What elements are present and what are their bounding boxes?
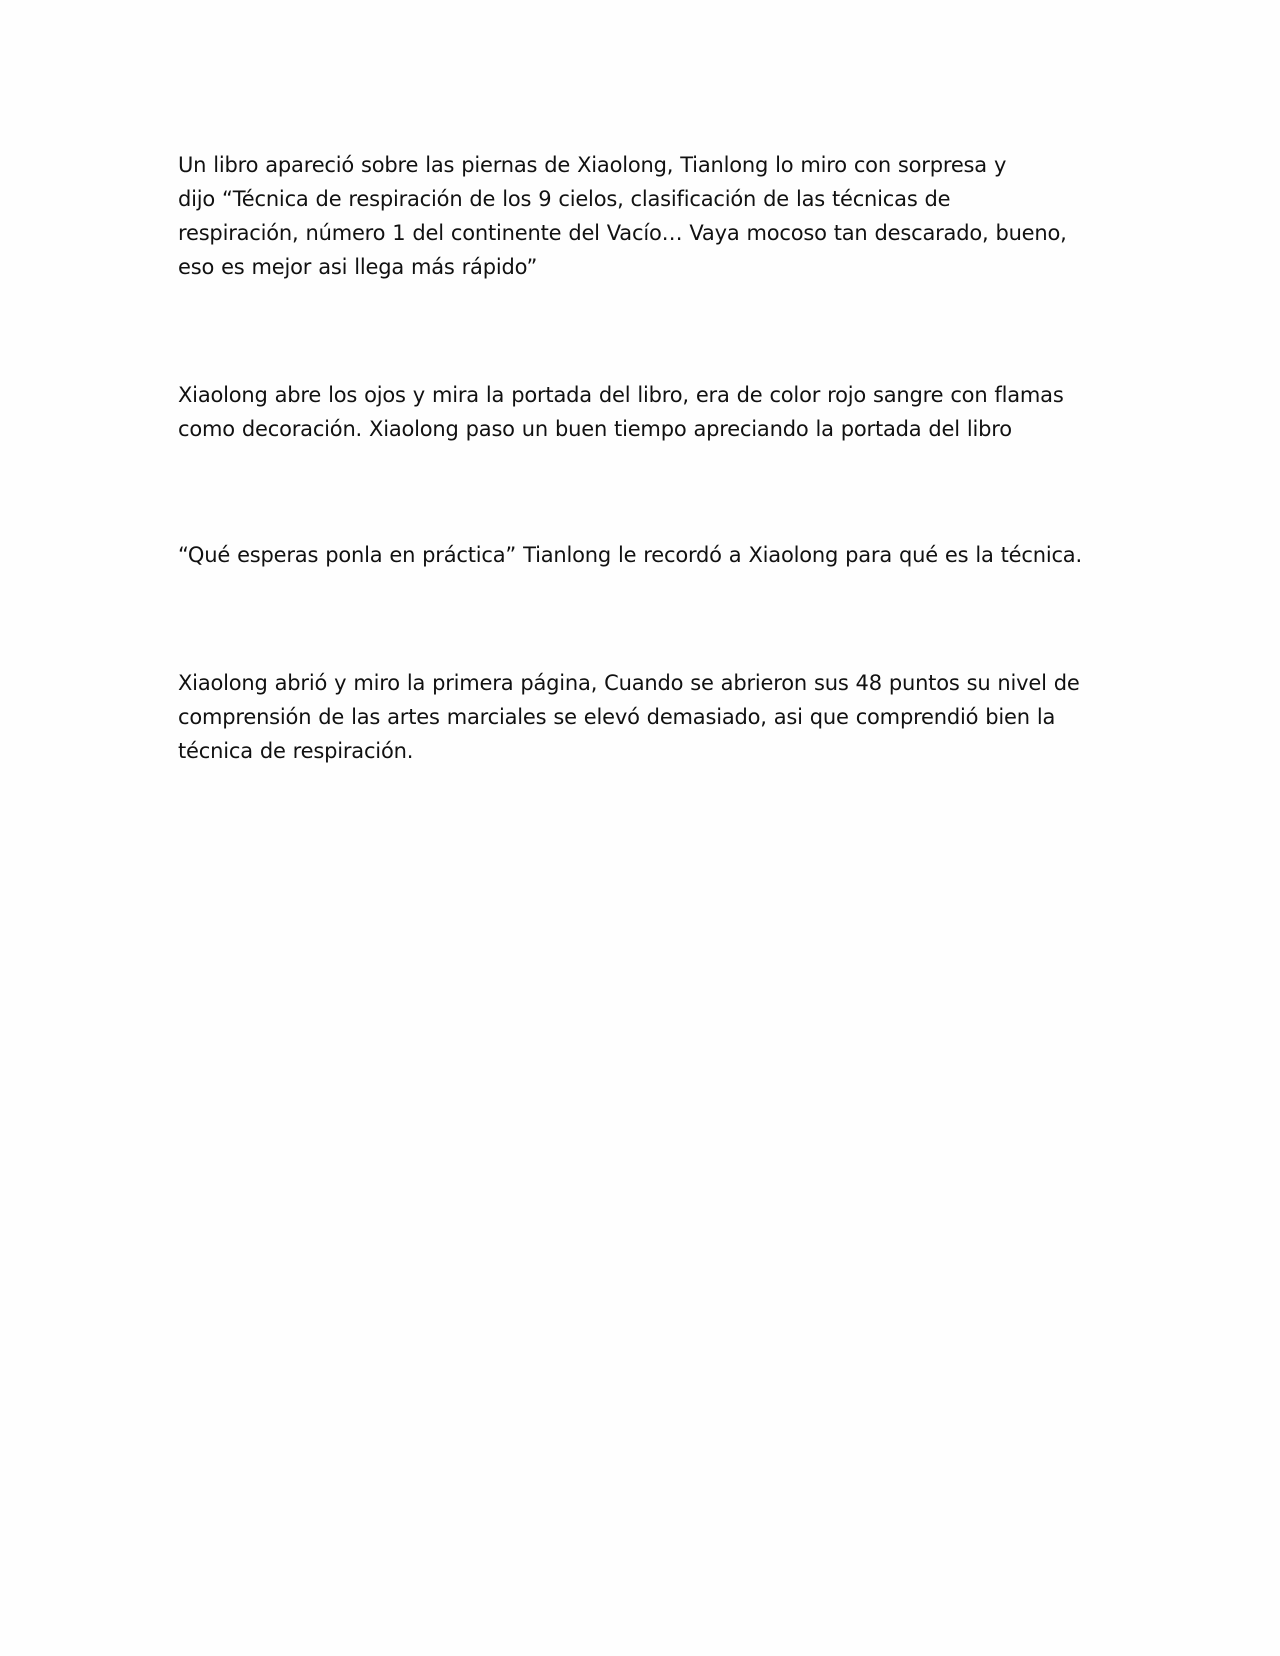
paragraph-2 xyxy=(178,378,1098,446)
paragraph-line: Xiaolong abrió y miro la primera página, Cuando se abrieron sus 48 puntos su nivel de xyxy=(178,671,1080,695)
paragraph-line: dijo “Técnica de respiración de los 9 cielos, clasificación de las técnicas de xyxy=(178,187,951,211)
paragraph-line: eso es mejor asi llega más rápido” xyxy=(178,255,538,279)
paragraph-line: como decoración. Xiaolong paso un buen tiempo apreciando la portada del libro xyxy=(178,417,1012,441)
paragraph-line: técnica de respiración. xyxy=(178,739,414,763)
paragraph-line: comprensión de las artes marciales se elevó demasiado, asi que comprendió bien la xyxy=(178,705,1056,729)
paragraph-3 xyxy=(178,538,1098,572)
paragraph-line: respiración, número 1 del continente del Vacío… Vaya mocoso tan descarado, bueno, xyxy=(178,221,1067,245)
paragraph-1 xyxy=(178,148,1098,284)
paragraph-line: Xiaolong abre los ojos y mira la portada del libro, era de color rojo sangre con flamas xyxy=(178,383,1064,407)
paragraph-line: Un libro apareció sobre las piernas de Xiaolong, Tianlong lo miro con sorpresa y xyxy=(178,153,1007,177)
paragraph-line: “Qué esperas ponla en práctica” Tianlong le recordó a Xiaolong para qué es la técnica. xyxy=(178,543,1082,567)
paragraph-4 xyxy=(178,666,1098,768)
